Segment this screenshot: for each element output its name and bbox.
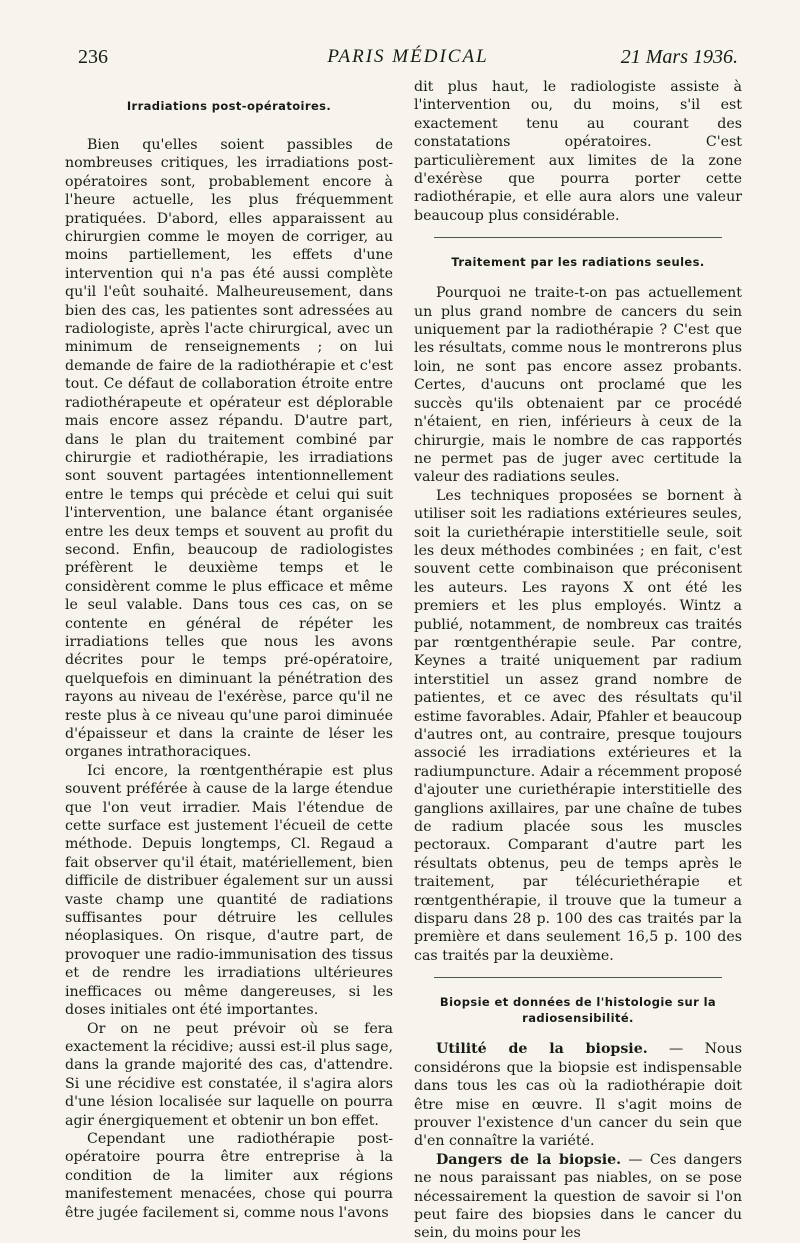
section-heading-biopsy: Biopsie et données de l'histologie sur la radiosensibilité. [439,995,717,1026]
page-number: 236 [78,46,108,68]
issue-date: 21 Mars 1936. [620,46,738,68]
right-column [414,78,742,1243]
subsection-text: — Nous considérons que la biopsie est indispensable dans tous les cas où la radiothérapie doit être mise en œuvre. Il s'agit moins de prouver l'existence d'un cancer du sein que d'en connaître la variété. [414,1041,742,1150]
section-heading-radiation-only: Traitement par les radiations seules. [451,255,705,270]
subsection-text: — Ces dangers ne nous paraissant pas niables, on se pose nécessairement la question de savoir si l'on peut faire des biopsies dans le cancer du sein, du moins pour les [414,1151,743,1242]
subsection-biopsy-dangers [414,1151,742,1243]
paragraph: Bien qu'elles soient passibles de nombreuses critiques, les irradiations post-opératoires sont, probablement encore à l'heure actuelle, les plus fréquemment pratiquées. D'abord, elles apparaissent au chirurgien comme le moyen de corriger, au moins partiellement, les effets d'une intervention qui n'a pas été aussi complète qu'il l'eût souhaité. Malheureusement, dans bien des cas, les patientes sont adressées au radiologiste, après l'acte chirurgical, avec un minimum de renseignements ; on lui demande de faire de la radiothérapie et c'est tout. Ce défaut de collaboration étroite entre radiothérapeute et opérateur est déplorable mais encore assez répandu. D'autre part, dans le plan du traitement combiné par chirurgie et radiothérapie, les irradiations sont souvent partagées intentionnellement entre le temps qui précède et celui qui suit l'intervention, une balance étant organisée entre les deux temps et souvent au profit du second. Enfin, beaucoup de radiologistes préfèrent le deuxième temps et le considèrent comme le plus efficace et même le seul valable. Dans tous ces cas, on se contente en général de répéter les irradiations telles que nous les avons décrites pour le temps pré-opératoire, quelquefois en diminuant la pénétration des rayons au niveau de l'exérèse, parce qu'il ne reste plus à ce niveau qu'une paroi diminuée d'épaisseur et dans la crainte de léser les organes intrathoraciques. [65,137,393,761]
paragraph: Les techniques proposées se bornent à utiliser soit les radiations extérieures seules, soit la curiethérapie interstitielle seule, soit les deux méthodes combinées ; en fait, c'est souvent cette combinaison que préconisent les auteurs. Les rayons X ont été les premiers et les plus employés. Wintz a publié, notamment, de nombreux cas traités par rœntgenthérapie seule. Par contre, Keynes a traité uniquement par radium interstitiel un assez grand nombre de patientes, et ce avec des résultats qu'il estime favorables. Adair, Pfahler et beaucoup d'autres ont, au contraire, presque toujours associé les irradiations extérieures et la radiumpuncture. Adair a récemment proposé d'ajouter une curiethérapie interstitielle des ganglions axillaires, par une chaîne de tubes de radium placée sous les muscles pectoraux. Comparant d'autre part les résultats obtenus, peu de temps après le traitement, par télécuriethérapie et rœntgenthérapie, il trouve que la tumeur a disparu dans 28 p. 100 des cas traités par la première et dans seulement 16,5 p. 100 des cas traités par la deuxième. [414,487,742,964]
paragraph: Cependant une radiothérapie post-opératoire pourra être entreprise à la condition de la limiter aux régions manifestement menacées, chose qui pourra être jugée facilement si, comme nous l'avons [65,1130,393,1221]
subsection-title: Utilité de la biopsie. [436,1041,648,1058]
journal-title: PARIS MÉDICAL [327,46,489,67]
subsection-title: Dangers de la biopsie. [436,1151,622,1168]
paragraph: Ici encore, la rœntgenthérapie est plus souvent préférée à cause de la large étendue que l'on veut irradier. Mais l'étendue de cette surface est justement l'écueil de cette méthode. Depuis longtemps, Cl. Regaud a fait observer qu'il était, matériellement, bien difficile de distribuer également sur un aussi vaste champ une quantité de radiations suffisantes pour détruire les cellules néoplasiques. On risque, d'autre part, de provoquer une radio-immunisation des tissus et de rendre les irradiations ultérieures inefficaces ou même dangereuses, si les doses initiales ont été importantes. [65,762,393,1019]
section-divider [434,977,722,978]
paragraph: Pourquoi ne traite-t-on pas actuellement un plus grand nombre de cancers du sein uniquement par la radiothérapie ? C'est que les résultats, comme nous le montrerons plus loin, ne sont pas encore assez probants. Certes, d'aucuns ont proclamé que les succès qu'ils obtenaient par ce procédé n'étaient, en rien, inférieurs à ceux de la chirurgie, mais le nombre de cas rapportés ne permet pas de juger avec certitude la valeur des radiations seules. [414,285,742,486]
page-header [78,46,738,76]
paragraph: Or on ne peut prévoir où se fera exactement la récidive; aussi est-il plus sage, dans la grande majorité des cas, d'attendre. Si une récidive est constatée, il s'agira alors d'une lésion localisée sur laquelle on pourra agir énergiquement et obtenir un bon effet. [65,1020,393,1129]
subsection-biopsy-utility [414,1040,742,1150]
paragraph-continuation: dit plus haut, le radiologiste assiste à l'intervention ou, du moins, s'il est exactement tenu au courant des constatations opératoires. C'est particulièrement aux limites de la zone d'exérèse que pourra porter cette radiothérapie, et elle aura alors une valeur beaucoup plus considérable. [414,79,742,224]
section-divider [434,237,722,238]
section-heading-post-operative: Irradiations post-opératoires. [126,99,332,113]
left-column [65,78,393,1222]
